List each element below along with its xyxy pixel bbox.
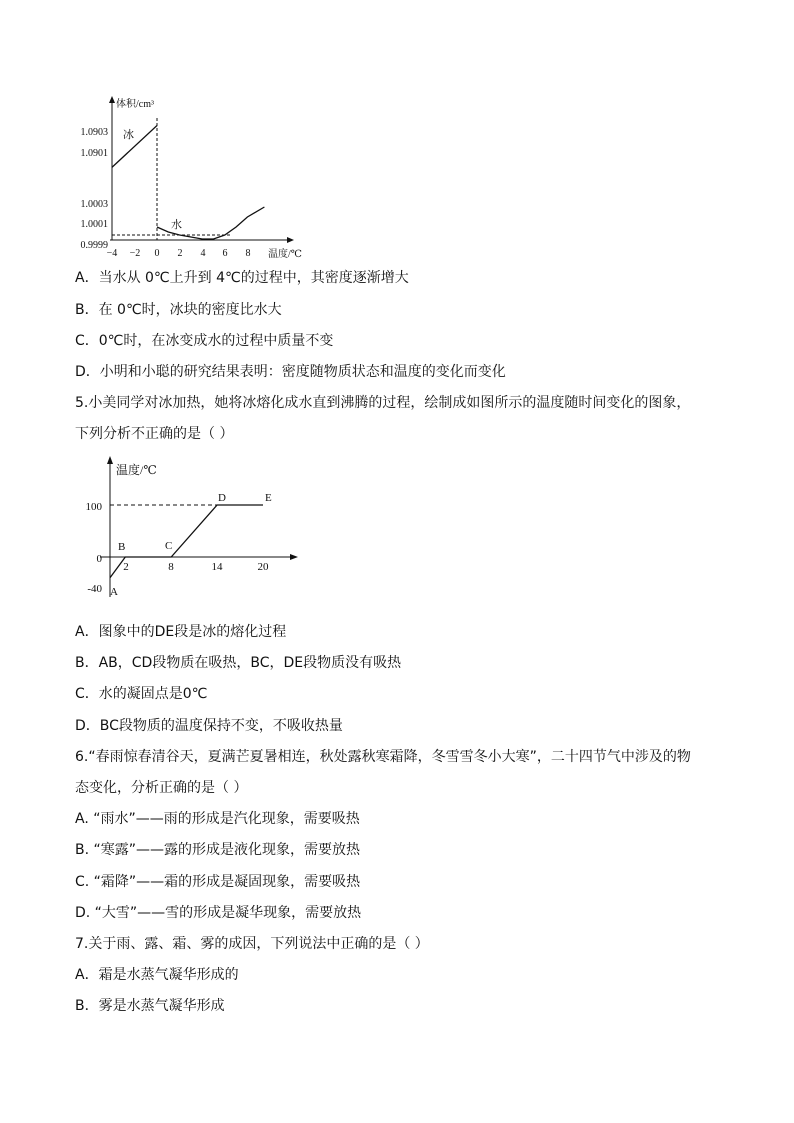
y-tick: 0: [96, 553, 102, 565]
y-tick: -40: [87, 583, 102, 595]
y-tick: 1.0001: [80, 219, 108, 230]
q4-option-a: A．当水从 0℃上升到 4℃的过程中，其密度逐渐增大: [75, 270, 409, 286]
y-axis-arrow: [109, 96, 115, 103]
q5-option-c: C．水的凝固点是0℃: [75, 686, 208, 702]
volume-temperature-chart: [70, 90, 310, 260]
q6-option-a: A. “雨水”——雨的形成是汽化现象，需要吸热: [75, 811, 360, 827]
heating-curve-chart: [80, 452, 310, 602]
y-axis-arrow: [107, 456, 113, 464]
point-label-d: D: [218, 492, 226, 504]
x-tick: 2: [123, 561, 129, 573]
ice-series-line: [112, 126, 157, 168]
q7-stem: 7.关于雨、露、霜、雾的成因，下列说法中正确的是（ ）: [75, 936, 429, 952]
water-label: 水: [171, 219, 182, 231]
x-tick: −4: [106, 248, 118, 259]
q4-option-b: B．在 0℃时，冰块的密度比水大: [75, 302, 282, 318]
x-tick: 20: [257, 561, 269, 573]
y-tick: 100: [85, 501, 102, 513]
q6-option-d: D. “大雪”——雪的形成是凝华现象，需要放热: [75, 905, 362, 921]
y-tick: 1.0003: [80, 199, 108, 210]
y-axis-label: 体积/cm³: [116, 99, 154, 110]
x-axis-arrow: [287, 237, 294, 243]
q5-stem-line2: 下列分析不正确的是（ ）: [75, 426, 234, 442]
q7-option-a: A．霜是水蒸气凝华形成的: [75, 967, 239, 983]
x-tick: 0: [154, 248, 160, 259]
point-label-b: B: [118, 541, 126, 553]
y-tick: 1.0901: [80, 148, 108, 159]
y-tick: 0.9999: [80, 240, 108, 251]
q6-option-b: B. “寒露”——露的形成是液化现象，需要放热: [75, 842, 361, 858]
x-tick: 8: [168, 561, 174, 573]
point-label-a: A: [110, 586, 118, 598]
x-tick: 2: [177, 248, 183, 259]
y-tick: 1.0903: [80, 127, 108, 138]
ice-label: 冰: [123, 129, 134, 141]
y-axis-label: 温度/℃: [116, 463, 157, 477]
x-axis-arrow: [290, 554, 298, 560]
x-tick: −2: [129, 248, 141, 259]
q5-option-b: B．AB，CD段物质在吸热，BC，DE段物质没有吸热: [75, 655, 402, 671]
q4-option-d: D．小明和小聪的研究结果表明：密度随物质状态和温度的变化而变化: [75, 364, 506, 380]
heating-series-line: [110, 505, 263, 578]
x-tick: 14: [211, 561, 223, 573]
q6-option-c: C. “霜降”——霜的形成是凝固现象，需要吸热: [75, 874, 361, 890]
x-tick: 4: [200, 248, 206, 259]
q7-option-b: B．雾是水蒸气凝华形成: [75, 998, 225, 1014]
q5-option-d: D．BC段物质的温度保持不变，不吸收热量: [75, 718, 343, 734]
point-label-e: E: [265, 492, 272, 504]
x-tick: 6: [222, 248, 228, 259]
x-tick: 8: [245, 248, 251, 259]
q6-stem-line2: 态变化，分析正确的是（ ）: [75, 780, 248, 796]
q5-stem-line1: 5.小美同学对冰加热，她将冰熔化成水直到沸腾的过程，绘制成如图所示的温度随时间变化的图象，: [75, 395, 691, 411]
q6-stem-line1: 6.“春雨惊春清谷天，夏满芒夏暑相连，秋处露秋寒霜降，冬雪雪冬小大寒”，二十四节气中涉及的物: [75, 749, 691, 765]
q4-option-c: C．0℃时，在冰变成水的过程中质量不变: [75, 333, 334, 349]
point-label-c: C: [165, 540, 173, 552]
x-axis-label: 温度/℃: [268, 249, 302, 260]
q5-option-a: A．图象中的DE段是冰的熔化过程: [75, 624, 287, 640]
